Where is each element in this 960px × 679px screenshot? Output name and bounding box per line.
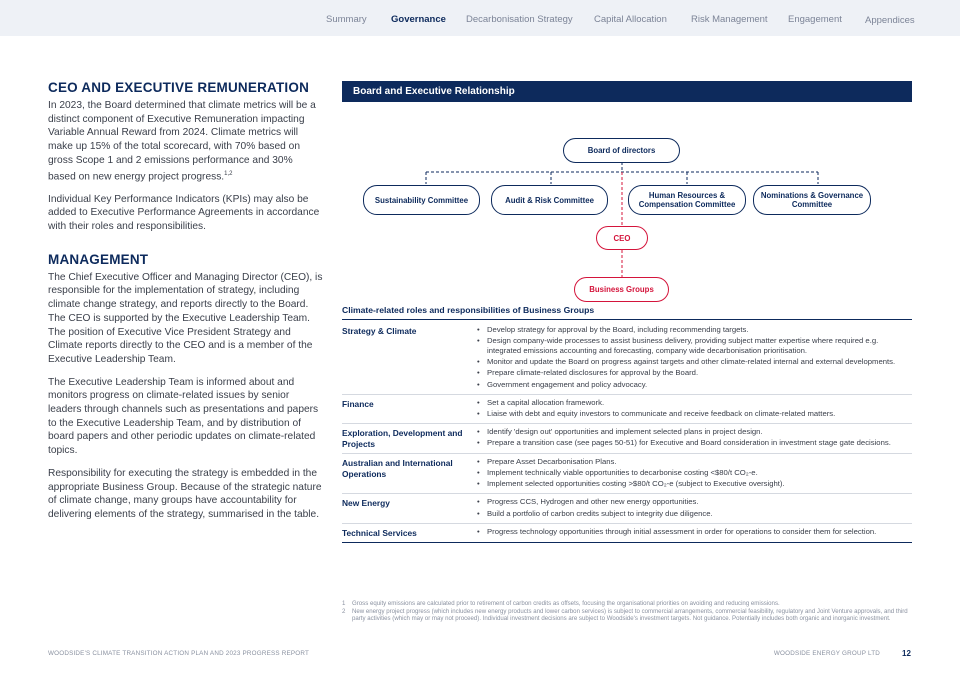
nav-summary[interactable]: Summary — [326, 14, 367, 25]
list-item: • Implement selected opportunities costing >$80/t CO₂-e (subject to Executive oversight). — [476, 479, 912, 489]
list-item: • Prepare Asset Decarbonisation Plans. — [476, 457, 912, 467]
footnote: 1 Gross equity emissions are calculated prior to retirement of carbon credits as offsets, focusing the organisational priorities on avoiding and reducing emissions. — [342, 600, 780, 607]
table-row — [342, 424, 912, 454]
row-category: Technical Services — [342, 527, 417, 538]
row-items — [476, 398, 912, 420]
list-item: • Design company-wide processes to assist business delivery, providing subject matter expertise where required e.g. integrated emissions accounting and forecasting, company wide decarbonisation prioritisation. — [476, 336, 912, 355]
sustainability-committee-node: Sustainability Committee — [363, 185, 480, 215]
audit-risk-committee-node: Audit & Risk Committee — [491, 185, 608, 215]
list-item: • Progress CCS, Hydrogen and other new energy opportunities. — [476, 497, 912, 507]
list-item: • Identify 'design out' opportunities and implement selected plans in project design. — [476, 427, 912, 437]
row-category: New Energy — [342, 498, 390, 509]
footer-company: WOODSIDE ENERGY GROUP LTD — [773, 650, 880, 657]
top-navigation-bar — [0, 0, 960, 36]
nav-risk-management[interactable]: Risk Management — [691, 14, 768, 25]
roles-table — [342, 322, 912, 543]
management-paragraph-1: The Chief Executive Officer and Managing Director (CEO), is responsible for the implementation of strategy, including climate change strategy, and reports directly to the Board. The CEO is supported by the Executive Leadership Team. The position of Executive Vice President Strategy and Climate reports directly to the CEO and is a member of the Executive Leadership Team. — [48, 271, 323, 365]
board-of-directors-node: Board of directors — [563, 138, 680, 163]
hr-compensation-committee-node: Human Resources & Compensation Committee — [628, 185, 746, 215]
row-items — [476, 527, 912, 539]
nav-governance[interactable]: Governance — [391, 14, 446, 25]
list-item: • Liaise with debt and equity investors to communicate and receive feedback on climate-related matters. — [476, 409, 912, 419]
list-item: • Progress technology opportunities through initial assessment in order for operations to consider them for selection. — [476, 527, 912, 537]
left-column — [48, 80, 323, 531]
management-paragraph-3: Responsibility for executing the strategy is embedded in the appropriate Business Group. Because of the strategic nature of climate change, many groups have accountability for delivering elements of the strategy, summarised in the table. — [48, 467, 322, 520]
footnotes — [342, 600, 912, 623]
row-items — [476, 427, 912, 450]
table-row — [342, 322, 912, 395]
row-category: Finance — [342, 398, 374, 409]
org-chart-title: Board and Executive Relationship — [342, 81, 912, 102]
footer-report-title: WOODSIDE'S CLIMATE TRANSITION ACTION PLAN AND 2023 PROGRESS REPORT — [48, 650, 310, 657]
list-item: • Set a capital allocation framework. — [476, 398, 912, 408]
list-item: • Develop strategy for approval by the Board, including recommending targets. — [476, 325, 912, 335]
nominations-governance-committee-node: Nominations & Governance Committee — [753, 185, 871, 215]
business-groups-node: Business Groups — [574, 277, 669, 302]
remuneration-paragraph-2: Individual Key Performance Indicators (KPIs) may also be added to Executive Performance Agreements in accordance with their roles and responsibilities. — [48, 193, 320, 233]
row-category: Australian and International Operations — [342, 457, 453, 479]
list-item: • Prepare a transition case (see pages 50-51) for Executive and Board consideration in investment stage gate decisions. — [476, 438, 912, 448]
nav-engagement[interactable]: Engagement — [788, 14, 842, 25]
management-heading: MANAGEMENT — [48, 251, 149, 267]
row-category: Exploration, Development and Projects — [342, 428, 463, 449]
row-items — [476, 497, 912, 519]
nav-decarbonisation-strategy[interactable]: Decarbonisation Strategy — [466, 14, 573, 25]
table-row — [342, 395, 912, 424]
list-item: • Implement technically viable opportunities to decarbonise costing <$80/t CO₂-e. — [476, 468, 912, 478]
ceo-node: CEO — [596, 226, 648, 250]
list-item: • Government engagement and policy advocacy. — [476, 380, 912, 390]
row-items — [476, 325, 912, 391]
list-item: • Monitor and update the Board on progress against targets and other climate-related internal and external developments. — [476, 357, 912, 367]
org-chart — [342, 102, 912, 312]
footnote-ref: 1,2 — [224, 170, 233, 177]
list-item: • Build a portfolio of carbon credits subject to integrity due diligence. — [476, 509, 912, 519]
table-row — [342, 454, 912, 495]
footnote: 2 New energy project progress (which includes new energy products and lower carbon services) is subject to commercial arrangements, commercial feasibility, regulatory and Joint Venture approvals, and third party activities (which may or may not proceed). Individual investment decisions are subject to Woodside's investment targets. Not guidance. Potentially includes both organic and inorganic investment. — [342, 607, 908, 623]
remuneration-heading: CEO AND EXECUTIVE REMUNERATION — [48, 80, 310, 95]
nav-capital-allocation[interactable]: Capital Allocation — [594, 14, 667, 25]
table-row — [342, 524, 912, 543]
table-row — [342, 494, 912, 523]
row-items — [476, 457, 912, 491]
page-number: 12 — [902, 649, 911, 658]
nav-appendices[interactable]: Appendices — [865, 15, 915, 26]
list-item: • Prepare climate-related disclosures for approval by the Board. — [476, 368, 912, 378]
management-paragraph-2: The Executive Leadership Team is informed about and monitors progress on climate-related issues by senior leaders through channels such as presentations and papers to the Executive Leadership Team, and by distribution of board papers and other periodic updates on climate-related topics. — [48, 376, 319, 457]
roles-table-title: Climate-related roles and responsibilities of Business Groups — [342, 305, 912, 320]
row-category: Strategy & Climate — [342, 326, 417, 336]
board-executive-relationship — [342, 81, 912, 312]
remuneration-paragraph-1: In 2023, the Board determined that climate metrics will be a distinct component of Executive Remuneration impacting Variable Annual Reward from 2024. Climate metrics will make up 15% of the total scorecard, with 70% based on gross Scope 1 and 2 emissions performance and 30% based on new energy project progress.$^{1,2}$ — [48, 100, 316, 182]
